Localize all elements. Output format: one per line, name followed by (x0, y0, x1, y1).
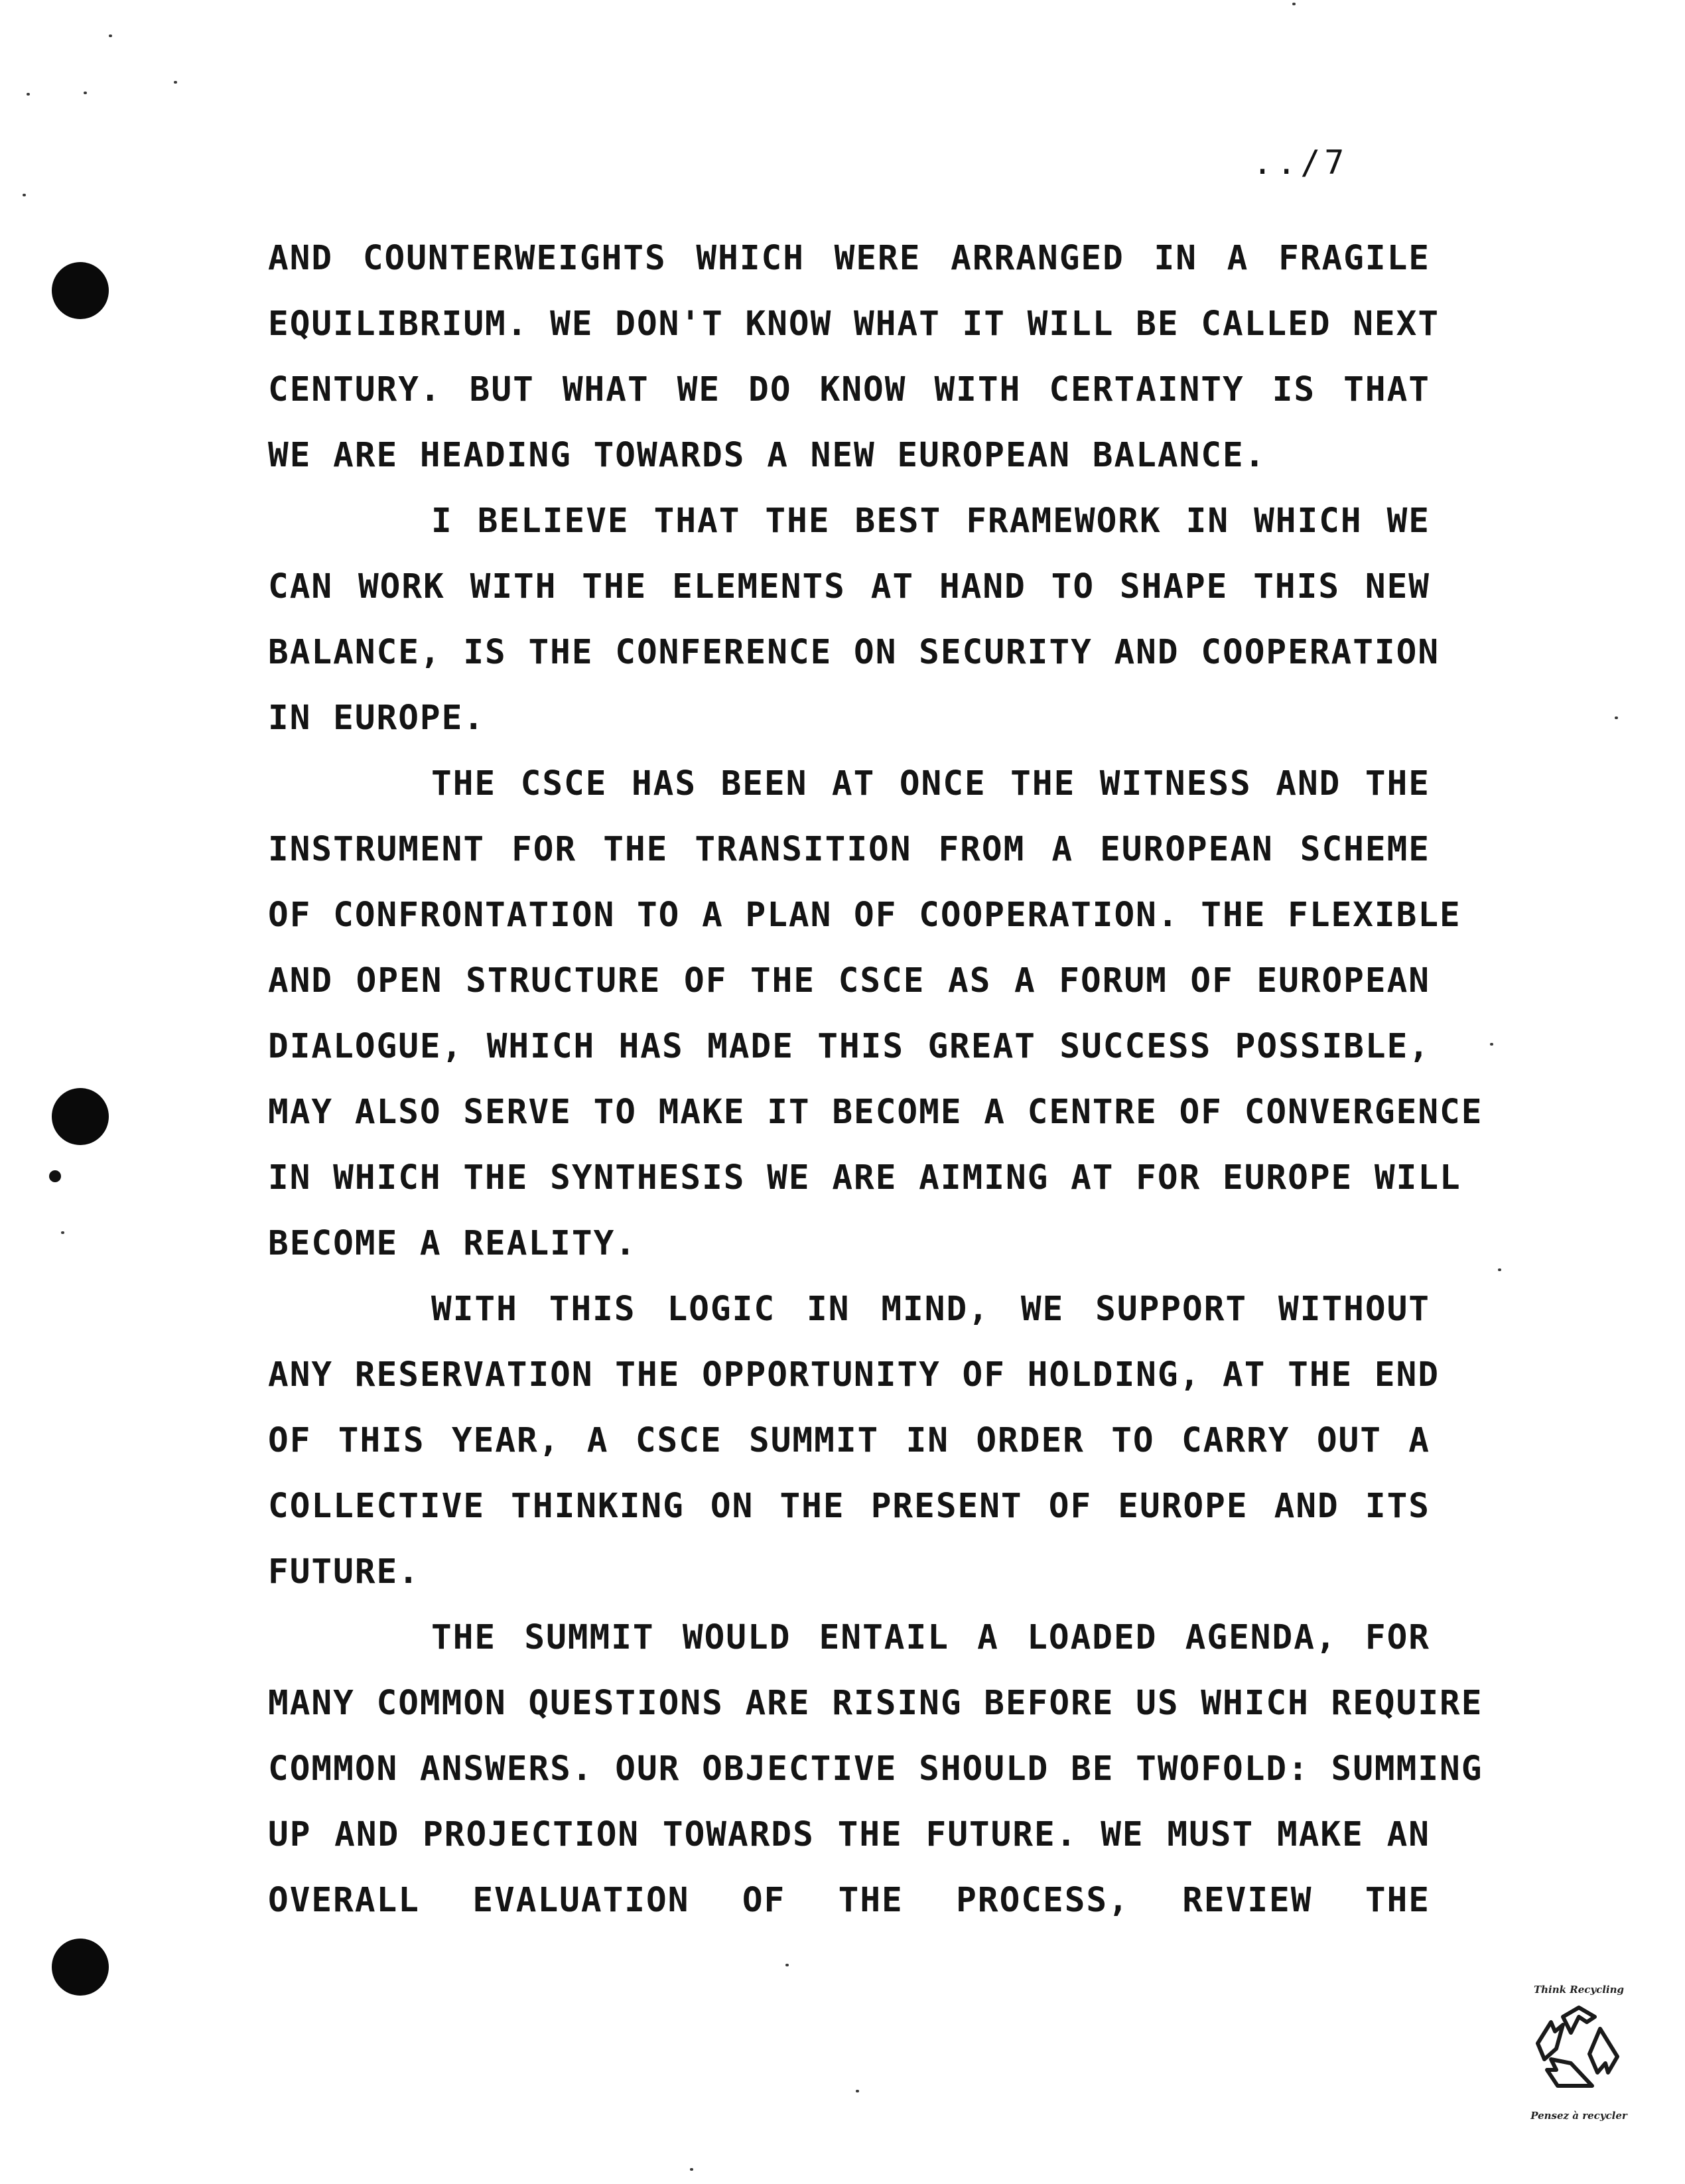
text-line: AND COUNTERWEIGHTS WHICH WERE ARRANGED IN A FRAGILE (268, 239, 1430, 278)
speck-mark (690, 2168, 693, 2171)
punch-hole-middle (52, 1088, 109, 1145)
text-line: BECOME A REALITY. (268, 1224, 637, 1263)
text-line: THE SUMMIT WOULD ENTAIL A LOADED AGENDA, FOR (431, 1618, 1430, 1657)
text-line: ANY RESERVATION THE OPPORTUNITY OF HOLDING, AT THE END (268, 1355, 1440, 1395)
speck-mark (1498, 1268, 1501, 1271)
text-line: AND OPEN STRUCTURE OF THE CSCE AS A FORUM OF EUROPEAN (268, 961, 1430, 1000)
speck-mark (27, 93, 30, 96)
text-line: COMMON ANSWERS. OUR OBJECTIVE SHOULD BE TWOFOLD: SUMMING (268, 1749, 1483, 1789)
page-number: ../7 (1252, 143, 1349, 182)
speck-mark (23, 194, 26, 196)
text-line: WITH THIS LOGIC IN MIND, WE SUPPORT WITHOUT (431, 1290, 1430, 1329)
recycle-logo-bottom-text: Pensez à recycler (1530, 2110, 1627, 2122)
speck-mark (1292, 3, 1296, 5)
speck-mark (84, 92, 87, 94)
text-line: THE CSCE HAS BEEN AT ONCE THE WITNESS AND THE (431, 764, 1430, 803)
text-line: MANY COMMON QUESTIONS ARE RISING BEFORE US WHICH REQUIRE (268, 1684, 1483, 1723)
speck-mark (1490, 1043, 1493, 1046)
speck-mark (174, 81, 177, 84)
text-line: WE ARE HEADING TOWARDS A NEW EUROPEAN BALANCE. (268, 436, 1266, 475)
text-line: CAN WORK WITH THE ELEMENTS AT HAND TO SHAPE THIS NEW (268, 567, 1430, 606)
recycle-logo (1519, 1984, 1639, 2123)
text-line: UP AND PROJECTION TOWARDS THE FUTURE. WE MUST MAKE AN (268, 1815, 1430, 1854)
text-line: OF CONFRONTATION TO A PLAN OF COOPERATION. THE FLEXIBLE (268, 896, 1461, 935)
text-line: OVERALL EVALUATION OF THE PROCESS, REVIEW THE (268, 1881, 1430, 1920)
text-line: OF THIS YEAR, A CSCE SUMMIT IN ORDER TO CARRY OUT A (268, 1421, 1430, 1460)
punch-hole-bottom (52, 1939, 109, 1996)
text-line: DIALOGUE, WHICH HAS MADE THIS GREAT SUCCESS POSSIBLE, (268, 1027, 1430, 1066)
text-line: EQUILIBRIUM. WE DON'T KNOW WHAT IT WILL BE CALLED NEXT (268, 305, 1440, 344)
speck-mark (109, 34, 112, 37)
text-line: BALANCE, IS THE CONFERENCE ON SECURITY AND COOPERATION (268, 633, 1440, 672)
punch-hole-top (52, 262, 109, 319)
recycle-logo-top-text: Think Recycling (1533, 1984, 1625, 1996)
text-line: FUTURE. (268, 1552, 420, 1592)
body-text (268, 226, 1483, 1933)
text-line: MAY ALSO SERVE TO MAKE IT BECOME A CENTRE OF CONVERGENCE (268, 1093, 1483, 1132)
speck-mark (61, 1231, 64, 1234)
text-line: INSTRUMENT FOR THE TRANSITION FROM A EUROPEAN SCHEME (268, 830, 1430, 869)
speck-mark (856, 2090, 859, 2092)
text-line: COLLECTIVE THINKING ON THE PRESENT OF EUROPE AND ITS (268, 1487, 1430, 1526)
speck-mark (49, 1170, 61, 1182)
speck-mark (1615, 717, 1618, 719)
text-line: CENTURY. BUT WHAT WE DO KNOW WITH CERTAINTY IS THAT (268, 370, 1430, 409)
speck-mark (785, 1964, 789, 1966)
text-line: IN EUROPE. (268, 699, 486, 738)
recycle-icon (1528, 2002, 1629, 2103)
text-line: I BELIEVE THAT THE BEST FRAMEWORK IN WHICH WE (431, 502, 1430, 541)
text-line: IN WHICH THE SYNTHESIS WE ARE AIMING AT FOR EUROPE WILL (268, 1158, 1461, 1197)
